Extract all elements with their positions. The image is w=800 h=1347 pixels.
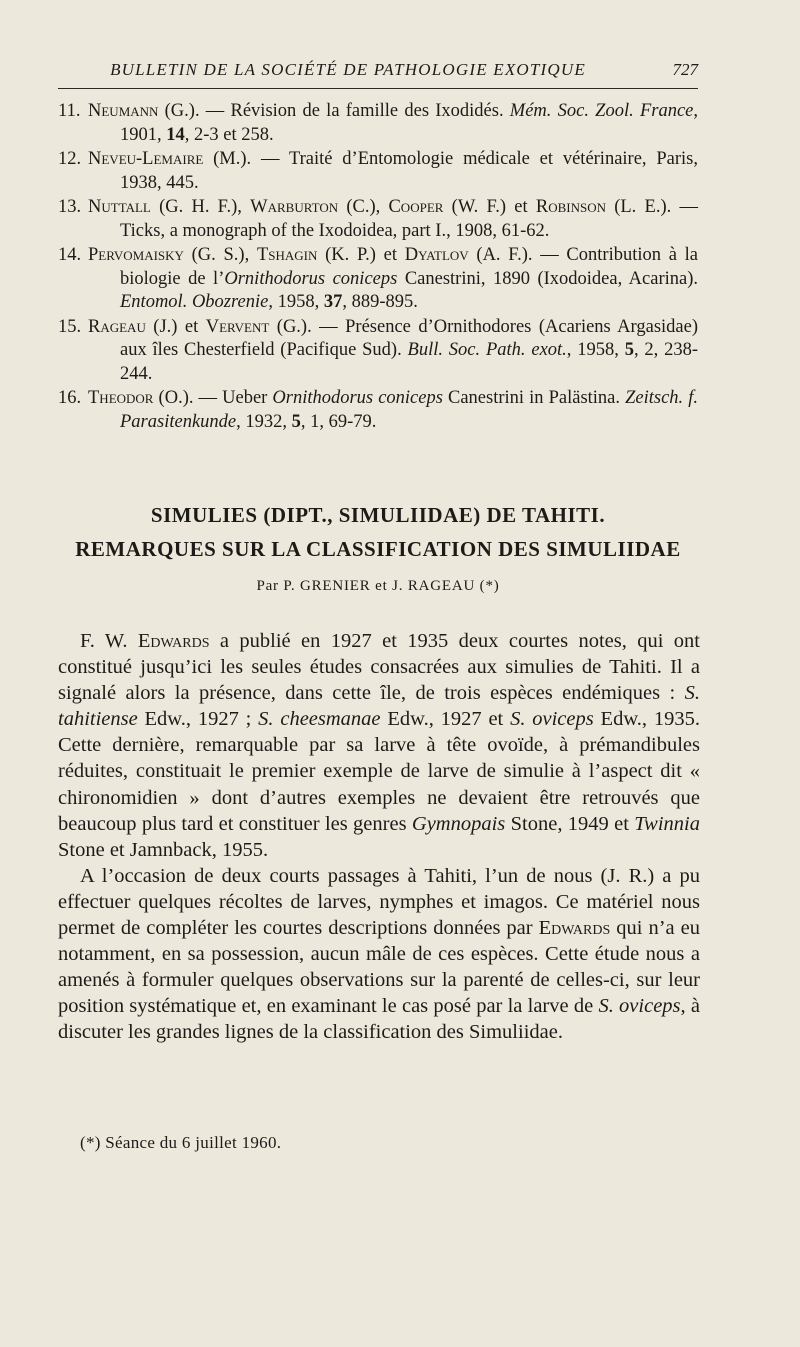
author-name: Neumann <box>88 101 159 121</box>
italic-text: Zeitsch. f. Parasitenkunde <box>120 388 698 432</box>
text-run: (C.), <box>338 197 389 217</box>
text-run: Canestrini, 1890 (Ixodoidea, Acarina). <box>397 268 698 289</box>
author-name: Theodor <box>88 388 154 408</box>
volume-number: 14 <box>166 124 185 145</box>
reference-number: 13. <box>58 197 82 217</box>
text-run: (K. P.) et <box>317 245 405 265</box>
italic-text: Ornithodorus coniceps <box>224 268 398 289</box>
text-run: (O.). — Ueber <box>153 388 273 408</box>
text-run: (A. F.). — Contribution à la biologie de l’ <box>120 245 698 289</box>
text-run: (G.). — Révision de la famille des Ixodidés. <box>158 101 510 121</box>
text-run: , 1932, <box>236 411 292 432</box>
italic-text: S. tahitiense <box>58 682 700 731</box>
text-run: Edw., 1935. Cette dernière, remarquable par sa larve à tête ovoïde, à prémandibules réduites, constituait le premier exemple de larve de simulie à l’aspect dit « chironomidien » dont d’autres exemples ne devaient être retrouvés que beaucoup plus tard et constituer les genres <box>58 708 700 835</box>
reference-list <box>58 100 698 435</box>
footnote: (*) Séance du 6 juillet 1960. <box>80 1133 282 1152</box>
text-run: Stone et Jamnback, 1955. <box>58 838 269 861</box>
volume-number: 5 <box>291 411 301 432</box>
text-run: (J.) et <box>145 316 206 337</box>
italic-text: S. oviceps <box>598 995 681 1018</box>
author-byline: Par P. GRENIER et J. RAGEAU (*) <box>256 578 500 594</box>
text-run: (L. E.). — Ticks, a monograph of the Ixodoidea, part I., 1908, 61-62. <box>120 197 698 241</box>
reference-entry <box>58 100 698 147</box>
text-run: , 1, 69-79. <box>300 411 377 432</box>
running-header <box>58 58 698 89</box>
italic-text: Bull. Soc. Path. exot. <box>407 340 567 360</box>
author-name: Edwards <box>137 630 210 652</box>
author-name: Edwards <box>538 917 611 940</box>
author-name: Tshagin <box>256 245 318 265</box>
volume-number: 37 <box>323 292 343 312</box>
text-run: , 2-3 et 258. <box>184 124 274 145</box>
body-paragraph <box>58 628 700 863</box>
page-number: 727 <box>672 60 698 79</box>
italic-text: Twinnia <box>634 812 700 835</box>
reference-number: 11. <box>58 101 81 121</box>
reference-number: 16. <box>58 388 82 408</box>
author-name: Rageau <box>88 316 146 337</box>
running-title: BULLETIN DE LA SOCIÉTÉ DE PATHOLOGIE EXOTIQUE <box>110 60 586 79</box>
text-run: , 1901, <box>120 101 698 145</box>
text-run: , 889-895. <box>342 292 418 312</box>
author-name: Cooper <box>388 197 444 217</box>
text-run: Canestrini in Palästina. <box>442 388 626 408</box>
italic-text: S. cheesmanae <box>258 708 381 731</box>
italic-text: Gymnopais <box>411 812 506 835</box>
text-run: (G. H. F.), <box>150 197 251 217</box>
italic-text: S. oviceps <box>510 708 594 731</box>
text-run: (M.). — Traité d’Entomologie médicale et vétérinaire, Paris, 1938, 445. <box>120 149 698 193</box>
author-name: Warburton <box>250 197 339 217</box>
italic-text: Mém. Soc. Zool. France <box>509 101 694 121</box>
article-title-line-1: SIMULIES (DIPT., SIMULIIDAE) DE TAHITI. <box>150 503 606 527</box>
article-body <box>58 628 700 1046</box>
text-run: (G.). — Présence d’Ornithodores (Acariens Argasidae) aux îles Chesterfield (Pacifique Sud). <box>120 316 698 360</box>
text-run: , 2, 238-244. <box>120 340 699 384</box>
article-title-line-2: REMARQUES SUR LA CLASSIFICATION DES SIMULIIDAE <box>75 537 681 561</box>
text-run: F. W. <box>80 630 138 652</box>
text-run: A l’occasion de deux courts passages à Tahiti, l’un de nous (J. R.) a pu effectuer quelques récoltes de larves, nymphes et imagos. Ce matériel nous permet de compléter les courtes descriptions données par <box>58 864 700 940</box>
body-paragraph <box>58 863 700 1046</box>
text-run: , à discuter les grandes lignes de la classification des Simuliidae. <box>58 995 700 1044</box>
author-name: Pervomaisky <box>88 245 184 265</box>
reference-entry <box>58 316 698 387</box>
text-run: Stone, 1949 et <box>505 812 635 835</box>
text-run: qui n’a eu notamment, en sa possession, aucun mâle de ces espèces. Cette étude nous a amenés à formuler quelques observations sur la parenté de celles-ci, sur leur position systématique et, en examinant le cas posé par la larve de <box>58 917 700 1018</box>
author-name: Neveu-Lemaire <box>88 149 204 169</box>
author-name: Robinson <box>535 197 606 217</box>
reference-entry <box>58 244 698 315</box>
author-name: Nuttall <box>88 197 151 217</box>
text-run: (W. F.) et <box>443 197 536 217</box>
reference-entry <box>58 148 698 195</box>
italic-text: Ornithodorus coniceps <box>272 388 443 408</box>
reference-entry <box>58 387 698 434</box>
italic-text: Entomol. Obozrenie <box>120 292 269 312</box>
text-run: a publié en 1927 et 1935 deux courtes notes, qui ont constitué jusqu’ici les seules études consacrées aux simulies de Tahiti. Il a signalé alors la présence, dans cette île, de trois espèces endémiques : <box>58 630 700 705</box>
article-title <box>58 498 698 566</box>
author-name: Dyatlov <box>404 245 469 265</box>
text-run: Edw., 1927 et <box>380 708 511 731</box>
text-run: (G. S.), <box>183 245 257 265</box>
text-run: , 1958, <box>268 292 324 312</box>
reference-number: 15. <box>58 316 82 337</box>
volume-number: 5 <box>624 340 634 360</box>
reference-entry <box>58 196 698 243</box>
text-run: Edw., 1927 ; <box>137 708 259 731</box>
text-run: , 1958, <box>566 340 625 360</box>
reference-number: 12. <box>58 149 82 169</box>
reference-number: 14. <box>58 245 82 265</box>
author-name: Vervent <box>205 316 270 337</box>
